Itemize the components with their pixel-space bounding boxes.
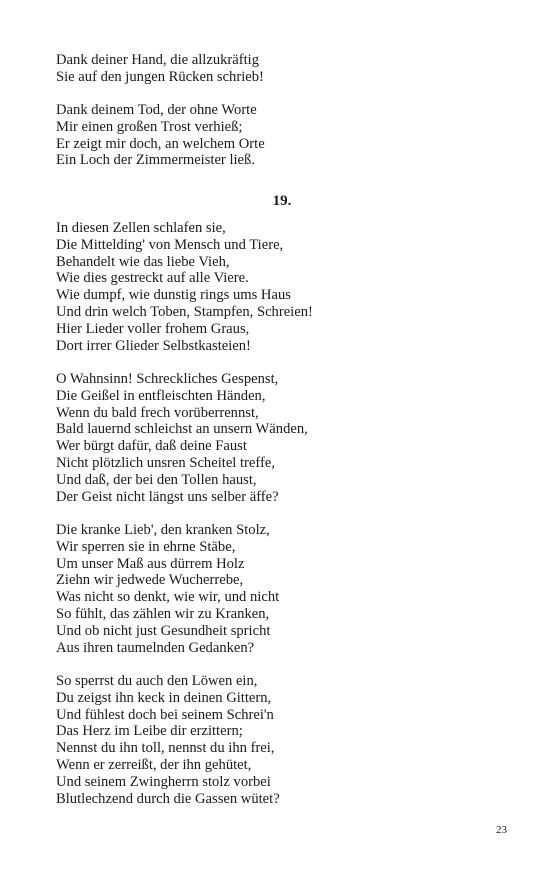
verse-line: Und fühlest doch bei seinem Schrei'n xyxy=(56,706,274,723)
stanza-2 xyxy=(56,371,496,505)
verse-line: Dank deinem Tod, der ohne Worte xyxy=(56,102,257,118)
verse-line: Und seinem Zwingherrn stolz vorbei xyxy=(56,773,271,790)
verse-line: Wie dumpf, wie dunstig rings ums Haus xyxy=(56,287,291,304)
verse-line: Aus ihren taumelnden Gedanken? xyxy=(56,639,255,656)
verse-line: Und drin welch Toben, Stampfen, Schreien! xyxy=(56,303,313,320)
stanza-3 xyxy=(56,522,496,656)
verse-line: Um unser Maß aus dürrem Holz xyxy=(56,555,245,572)
stanza-top-1 xyxy=(56,52,496,86)
verse-line: Behandelt wie das liebe Vieh, xyxy=(56,253,230,270)
verse-line: In diesen Zellen schlafen sie, xyxy=(56,220,226,236)
poem-number-heading: 19. xyxy=(272,193,292,209)
verse-line: Mir einen großen Trost verhieß; xyxy=(56,118,243,135)
verse-line: Sie auf den jungen Rücken schrieb! xyxy=(56,68,264,85)
verse-line: Wir sperren sie in ehrne Stäbe, xyxy=(56,538,236,555)
verse-line: Ziehn wir jedwede Wucherrebe, xyxy=(56,572,244,589)
verse-line: Ein Loch der Zimmermeister ließ. xyxy=(56,152,255,169)
verse-line: Du zeigst ihn keck in deinen Gittern, xyxy=(56,689,272,706)
verse-line: Er zeigt mir doch, an welchem Orte xyxy=(56,135,265,152)
verse-line: Das Herz im Leibe dir erzittern; xyxy=(56,723,243,740)
verse-line: Wenn er zerreißt, der ihn gehütet, xyxy=(56,756,252,773)
stanza-4 xyxy=(56,673,496,807)
verse-line: Wenn du bald frech vorüberrennst, xyxy=(56,404,259,421)
verse-line: O Wahnsinn! Schreckliches Gespenst, xyxy=(56,371,279,387)
verse-line: Die Mittelding' von Mensch und Tiere, xyxy=(56,236,284,253)
verse-line: Dort irrer Glieder Selbstkasteien! xyxy=(56,337,251,354)
verse-line: Nennst du ihn toll, nennst du ihn frei, xyxy=(56,740,275,757)
verse-line: Blutlechzend durch die Gassen wütet? xyxy=(56,790,280,807)
verse-line: Der Geist nicht längst uns selber äffe? xyxy=(56,488,279,505)
verse-line: Dank deiner Hand, die allzukräftig xyxy=(56,52,260,68)
stanza-top-2 xyxy=(56,102,496,169)
verse-line: So fühlt, das zählen wir zu Kranken, xyxy=(56,605,270,622)
verse-line: Wie dies gestreckt auf alle Viere. xyxy=(56,270,249,287)
stanza-1 xyxy=(56,220,496,354)
verse-line: Und ob nicht just Gesundheit spricht xyxy=(56,622,271,639)
verse-line: Wer bürgt dafür, daß deine Faust xyxy=(56,438,247,455)
verse-line: Hier Lieder voller frohem Graus, xyxy=(56,320,250,337)
verse-line: Und daß, der bei den Tollen haust, xyxy=(56,471,257,488)
verse-line: So sperrst du auch den Löwen ein, xyxy=(56,673,258,689)
verse-line: Die Geißel in entfleischten Händen, xyxy=(56,387,266,404)
verse-line: Nicht plötzlich unsren Scheitel treffe, xyxy=(56,454,275,471)
verse-line: Die kranke Lieb', den kranken Stolz, xyxy=(56,522,270,538)
verse-line: Was nicht so denkt, wie wir, und nicht xyxy=(56,589,280,606)
page-number: 23 xyxy=(496,824,507,836)
verse-line: Bald lauernd schleichst an unsern Wänden, xyxy=(56,421,308,438)
